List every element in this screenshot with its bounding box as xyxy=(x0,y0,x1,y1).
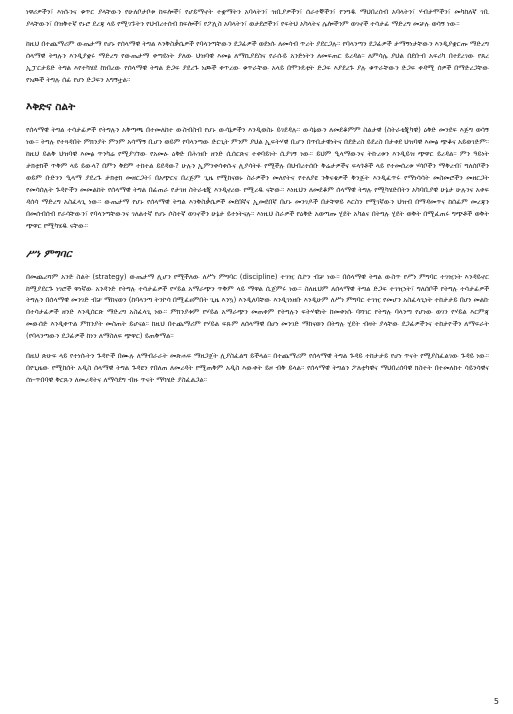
closing-paragraph: በዚህ ጽሁፍ ላይ የተነሱትን ጉዳዮች በሙሉ ለማብራራት መጽሐፍ ማዘጋጀት ሊያስፈልግ ይችላል። በተጨማሪም የሰላማዊ ትግል ጉዳይ ተከታታይ የሆነ ጥናት የሚያስፈልገው ጉዳይ ነው። በየጊዜው የሚከሰት አዲስ ሰላማዊ ትግል ጉዳዩን የበለጠ ለመረዳት የሚጠቅም አዲስ እውቀት ይዞ ብቅ ይላል። የሰላማዊ ትግልን ፖለቲካዊና ማህበረሰባዊ ክስተት በተመለከተ ሳይንሳዊና ሰነ-ጥበባዊ ቅርጹን ለመረዳትና ለማሳደግ ብዙ ጥናት ማካሄድ ያስፈልጋል። xyxy=(26,352,489,384)
paragraph-gap xyxy=(26,31,489,39)
section-heading-discipline: ሥነ ምግባር xyxy=(26,247,72,260)
strategy-paragraph: የሰላማዊ ትግል ተሳታፊዎች የትግሉን አቅጣጫ በተመለከተ ውስብስብ የሆኑ ውሳኔዎችን እንዲወስኑ ይገደዳሉ። ውሳኔውን ለመደቆምም ስልታዊ (ስትራቴጂካዊ) ዕቅድ መንደፍ እጅግ ወሳኝ ነው። ትግሉ የተጓዳበት ምክንያት ምንም አሳማኝ ቢሆን ወይም የባላንጣው ድርጊት ምንም ያህል ኢፍትሃዊ ቢሆን በጥቢታዊነትና በደድረስ ይደረስ በታቀደ ህዝባዊ እመፅ ጭቆና አይወገድም። ከዚህ ይልቅ ህዝባዊ እመፅ ጥንካሬ የሚያገኘው የአመፁ ዕቅድ በሕዝቡ ዘንድ ሲሰርጽና ተቀባይነት ሲያገኝ ነው። ይህም ዒላማውንና ትኩረቱን እንዲይዝ ጭዋር ይረዳል። ምን ዓይነት ታክቲክች ጥቅም ላይ ይውላ? በምን ቅደም ተከተል ይደዳው? ሁሉን ኢምንቀሳቀሱና ሊያሳትፉ የሚችሉ በህብረተሰቡ ቅሬታዎችና ፍላጎቶች ላይ የተመሰረቱ ሃሳቦችን ማቅረብ፣ ግለሰቦችን ወይም ቡድንን ዒላማ ያደረጉ ታክቲክ መዘርጋት፣ በአጭርና በረጅም ጊዜ የሚከናወኑ ስራዎችን መለየትና የተለያዩ ንቅናቄዎች ቅንጅት እንዲፈጥሩ የማነሳሳት መስመሮችን መዘርጋት የመሳሰሉት ጉዳዮችን መመልከት የሰላማዊ ትግል በፊጠራ የታገዘ ስትራቴጂ እንዲኖረው የሚረዱ ናቸው። እነዚህን ለመደቆም ሰላማዊ ትግሉ የሚካሄድበትን አካባቢያዊ ሁኔታ ሁሉንና አቀፍ ዳሰሳ ማድረግ አስፈላጊ ነው። ውጤታማ የሆኑ የሰላማዊ ትግል እንቅስቃሴዎች መደበኛና ኢመደበኛ በሆኑ መንገዶች በታቸዋይ እርስን የሚገኛውን ህዝብ በማዳመጥና ከሰፊም መረጃን በመሰብሰብ የራሳቸውን፣ የባላንጣቸውንና ገለልተኛ የሆኑ ሶስተኛ ወገኖችን ሁኔታ ይተነትናሉ። እነዚህ ስራዎች የዕቅድ አወጣጡ ሂደት አካልና በትግሉ ሂደት ወቅት በሚፈጠሩ ግጭቶች ወቅት ጭዋር የሚካሄዱ ናቸው። xyxy=(26,126,489,230)
page-number: 5 xyxy=(493,697,499,706)
discipline-paragraph: በመጨረሻም አንድ ስልት (strategy) ውጤታማ ሊሆን የሚችለው ለሥነ ምግባር (discipline) ተገዢ ሲኮን ብቻ ነው። በሰላማዊ ትግል ውስጥ የሥነ ምግባር ተገዢነት እንዳይኖር ከሚያደርጉ ነገሮች ዋነኛው አንዳንድ የትግሉ ተሳታፊዎች የሃይል አማራጭን ጥቅም ላይ ማዋል ሲጀምሩ ነው። ስለዚህም ለሰላማዊ ትግል ድጋፍ ተገዢነት፣ ግለሰቦች የትግሉ ተሳታፊዎች ትግሉን በሰላማዊ መንገድ ብቻ ማከናወን (ከባላንጣ ትንኮሳ በሚፈፀምበት ጊዜ እንኳ) እንዲለባቸው እንዲገነዘቡ እንዲሁም ለሥነ ምግባር ተገዢ የመሆን አስፈላጊነት ተከታታይ በሆነ መልኩ በተሳታፊዎች ዘንድ እንዲሰርጽ ማድረግ አስፈላጊ ነው። ምክንያቱም የሃይል አማራጭን መጠቀም የትግሉን ፍትሃዊነት ከመቀነሱ ባሻገር የትግሉ ባላንጣ የሆነው ወገን የሃይል እርምጃ መውሰድ እንዲቀጥል ምክንያት መስጠት ይሆናል። ከዚህ በተጨማሪም የሃይል ፍጹም ለሰላማዊ በሆነ መንገድ ማከናወን በትግሉ ሂደት ብዛት ያላቸው ደጋፊዎችንና ተከታዮችን ለማፍራት (የባላንጣውን ደጋፊዎች ከነን ለማስለፍ ጭዋር) ይጠቅማል። xyxy=(26,272,489,341)
paragraph-gap xyxy=(26,343,489,351)
section-heading-plan-strategy: እቅድና ስልት xyxy=(26,101,76,114)
document-page xyxy=(26,7,489,387)
intro-paragraph-2: ከዚህ በተጨማሪም ውጤታማ የሆኑ የሰላማዊ ትግል እንቅስቃሴዎች የባላንጣቸውን ደጋፊዎች ወደነሱ ለመሳብ ጥረት ያደርጋሉ። የባላንጣን ደጋፊዎች ታማኝነታቸውን እንዲያቋርጡ ማድረግ ሰላማዊ ትግሉን እንዲያቋሩ ማድረግ የውጤታማ ቀጣይነት ያለው ህዝባዊ እመፅ ለማኪያደስና የራሱይ አንድነትን ለመፍጠር ይረዳል። ለምሳሌ ያህል በደቡብ አፍሪካ በተደረገው የጸረ ኢፓርታይድ ትግል እየተካሄደ ከነበረው የሰላማዊ ትግል ድጋፍ ያደረጉ ነጮች ቀጥረው ቁጥራቸው አላይ በሞንዴቲት ድጋፍ እያደረጉ ያሉ ቁጥራቸውን ድጋፍ ቀዳሚ ሰዎች በማድረጋቸው የነጮች ትግሉ ሰፊ የሆነ ድጋፍን አግኝቷል። xyxy=(26,39,489,84)
intro-paragraph-1: ነዋሪዎችን፣ እነሱንና ቁጥር ያላቸውን የሁለቦታቦቱ ከፍሎች፣ የሆይማኖት ተቋማትን አባላትን፣ ዝቢያዎችን፣ ሰራተኞችን፣ የንግዱ ማህበረሰብ አባላትን፣ ሃብታሞችን፣ መካከለኛ ገቢ ያላቸውን፣ በዝቅተኛ የኑሮ ደረጃ ላይ የሚገኙትን የህብረተሰብ ክፍሎች፣ የፖሊስ አባላትን፣ ወታደሮችን፣ የፍትህ አካላትና ሌሎችንም ወገኖች ተሳታፊ ማድረግ መቻሉ ወሳኝ ነው። xyxy=(26,8,489,28)
